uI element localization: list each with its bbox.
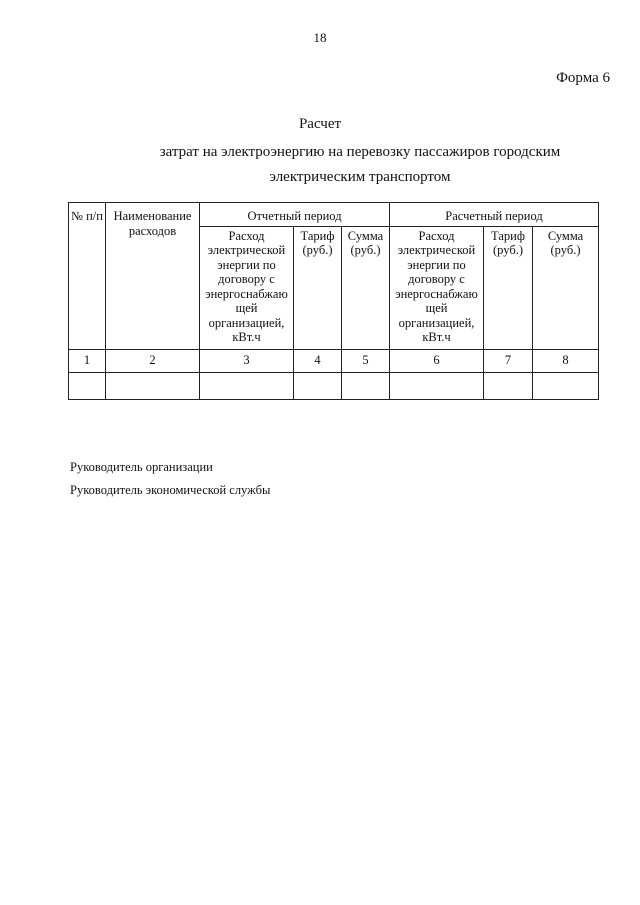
header-sum-planned: Сумма (руб.) xyxy=(533,226,599,349)
column-number: 7 xyxy=(484,349,533,372)
page-number: 18 xyxy=(313,30,327,45)
form-label: Форма 6 xyxy=(556,70,610,86)
header-reporting-period: Отчетный период xyxy=(200,203,390,227)
header-consumption-planned: Расход электрической энергии по договору с энергоснабжаю щей организацией, кВт.ч xyxy=(390,226,484,349)
empty-cell xyxy=(484,372,533,399)
calculation-table xyxy=(68,202,599,400)
column-number: 3 xyxy=(200,349,294,372)
table-header-row xyxy=(69,203,599,227)
column-number: 1 xyxy=(69,349,106,372)
header-consumption-reporting: Расход электрической энергии по договору с энергоснабжаю щей организацией, кВт.ч xyxy=(200,226,294,349)
header-number: № п/п xyxy=(69,203,106,350)
empty-cell xyxy=(200,372,294,399)
empty-cell xyxy=(106,372,200,399)
column-number: 5 xyxy=(342,349,390,372)
column-number: 6 xyxy=(390,349,484,372)
empty-data-row xyxy=(69,372,599,399)
header-tariff-reporting: Тариф (руб.) xyxy=(294,226,342,349)
empty-cell xyxy=(69,372,106,399)
column-number: 2 xyxy=(106,349,200,372)
signature-head-organization: Руководитель организации xyxy=(70,460,213,474)
column-number: 8 xyxy=(533,349,599,372)
column-number-row xyxy=(69,349,599,372)
signature-head-economic-service: Руководитель экономической службы xyxy=(70,483,271,497)
column-number: 4 xyxy=(294,349,342,372)
header-expense-name: Наименование расходов xyxy=(106,203,200,350)
header-sum-reporting: Сумма (руб.) xyxy=(342,226,390,349)
empty-cell xyxy=(533,372,599,399)
empty-cell xyxy=(342,372,390,399)
document-subtitle: затрат на электроэнергию на перевозку пассажиров городским электрическим транспортом xyxy=(159,144,561,185)
empty-cell xyxy=(390,372,484,399)
header-planned-period: Расчетный период xyxy=(390,203,599,227)
empty-cell xyxy=(294,372,342,399)
document-title: Расчет xyxy=(298,116,342,132)
header-tariff-planned: Тариф (руб.) xyxy=(484,226,533,349)
